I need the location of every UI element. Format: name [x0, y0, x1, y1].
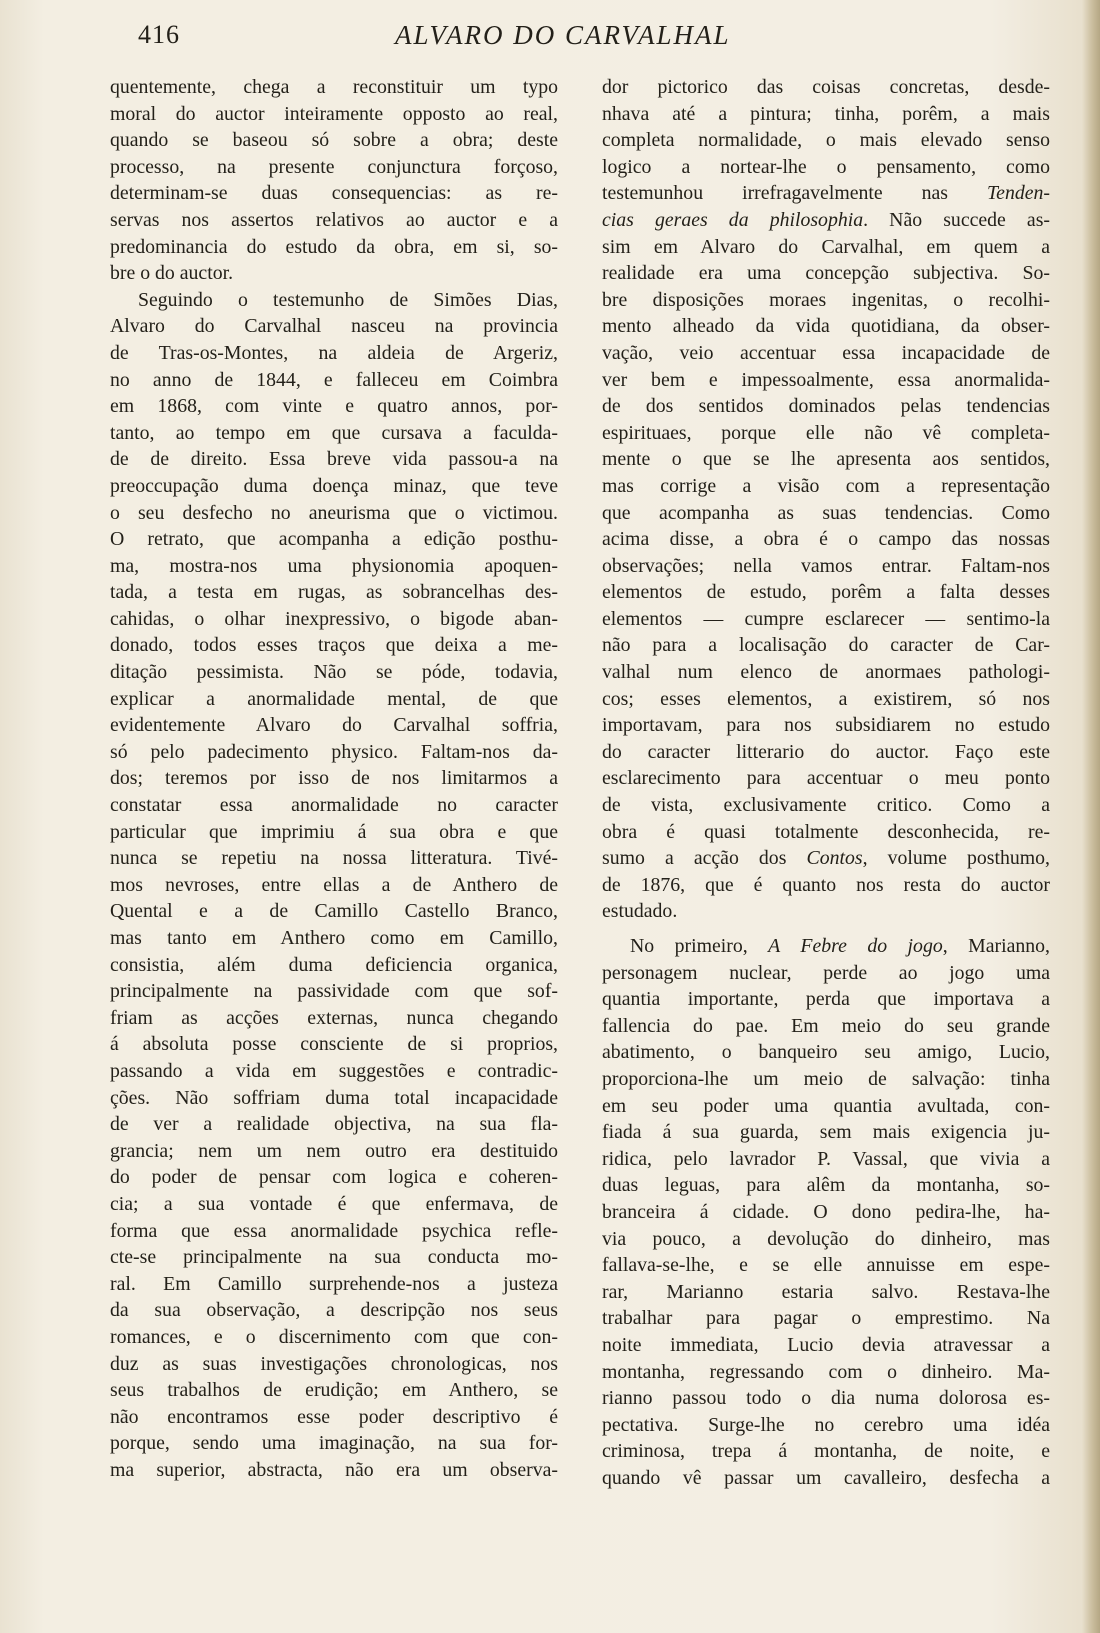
text-line: processo, na presente conjunctura forçoso, [110, 155, 558, 178]
text-line: ditação pessimista. Não se póde, todavia, [110, 661, 558, 684]
text-line: trabalhar para pagar o emprestimo. Na [602, 1307, 1050, 1330]
text-line: No primeiro, A Febre do jogo, Marianno, [630, 935, 1050, 957]
text-line: principalmente na passividade com que sof- [110, 980, 558, 1003]
text-line: O retrato, que acompanha a edição posthu- [110, 528, 558, 551]
text-line: moral do auctor inteiramente opposto ao real, [110, 102, 558, 125]
text-line: esclarecimento para accentuar o meu ponto [602, 767, 1050, 790]
text-line: de Tras-os-Montes, na aldeia de Argeriz, [110, 341, 558, 364]
text-line: mento alheado da vida quotidiana, da obser- [602, 315, 1050, 338]
text-line: de ver a realidade objectiva, na sua fla- [110, 1113, 558, 1136]
text-line: quantia importante, perda que importava a [602, 988, 1050, 1011]
text-line: nunca se repetiu na nossa litteratura. Tivé- [110, 847, 558, 870]
text-line: particular que imprimiu á sua obra e que [110, 820, 558, 843]
text-line: de vista, exclusivamente critico. Como a [602, 794, 1050, 817]
page-header [110, 18, 1010, 52]
text-line: no anno de 1844, e falleceu em Coimbra [110, 368, 558, 391]
text-line: fallava-se-lhe, e se elle annuisse em espe- [602, 1254, 1050, 1277]
text-line: da sua observação, a descripção nos seus [110, 1299, 558, 1322]
text-line: rianno passou todo o dia numa dolorosa es- [602, 1387, 1050, 1410]
text-line: duz as suas investigações chronologicas, nos [110, 1352, 558, 1375]
text-line: em seu poder uma quantia avultada, con- [602, 1094, 1050, 1117]
right-text-column [602, 74, 1050, 1491]
text-line: dos; teremos por isso de nos limitarmos a [110, 767, 558, 790]
text-line: Seguindo o testemunho de Simões Dias, [138, 288, 558, 311]
text-line: observações; nella vamos entrar. Faltam-nos [602, 554, 1050, 577]
text-line: mos nevroses, entre ellas a de Anthero de [110, 873, 558, 896]
text-line: de 1876, que é quanto nos resta do auctor [602, 873, 1050, 896]
text-line: bre disposições moraes ingenitas, o recolhi- [602, 288, 1050, 311]
text-line: quando vê passar um cavalleiro, desfecha a [602, 1466, 1050, 1489]
text-line: cos; esses elementos, a existirem, só nos [602, 687, 1050, 710]
text-line: de dos sentidos dominados pelas tendencias [602, 395, 1050, 418]
text-line: preoccupação duma doença minaz, que teve [110, 474, 558, 497]
running-title: ALVARO DO CARVALHAL [395, 20, 731, 50]
text-line: consistia, além duma deficiencia organica, [110, 953, 558, 976]
text-line: obra é quasi totalmente desconhecida, re- [602, 820, 1050, 843]
page-edge-shadow [1082, 0, 1100, 1633]
text-line: do poder de pensar com logica e coheren- [110, 1166, 558, 1189]
text-line: quando se baseou só sobre a obra; deste [110, 129, 558, 152]
text-line: predominancia do estudo da obra, em si, so- [110, 235, 558, 258]
text-line: completa normalidade, o mais elevado senso [602, 129, 1050, 152]
text-line: logico a nortear-lhe o pensamento, como [602, 155, 1050, 178]
text-line: porque, sendo uma imaginação, na sua for- [110, 1432, 558, 1455]
text-line: valhal num elenco de anormaes pathologi- [602, 661, 1050, 684]
text-line: dor pictorico das coisas concretas, desde- [602, 76, 1050, 98]
text-line: passando a vida em suggestões e contradic- [110, 1059, 558, 1082]
text-line: cte-se principalmente na sua conducta mo- [110, 1246, 558, 1269]
text-line: personagem nuclear, perde ao jogo uma [602, 961, 1050, 984]
text-line: via pouco, a devolução do dinheiro, mas [602, 1227, 1050, 1250]
text-line: fallencia do pae. Em meio do seu grande [602, 1014, 1050, 1037]
text-line: pectativa. Surge-lhe no cerebro uma idéa [602, 1413, 1050, 1436]
text-line: não encontramos esse poder descriptivo é [110, 1405, 558, 1428]
text-line: cia; a sua vontade é que enfermava, de [110, 1192, 558, 1215]
text-line: determinam-se duas consequencias: as re- [110, 182, 558, 205]
text-line: testemunhou irrefragavelmente nas Tenden- [602, 182, 1050, 205]
text-line: do caracter litterario do auctor. Faço este [602, 740, 1050, 763]
text-line: tada, a testa em rugas, as sobrancelhas des- [110, 581, 558, 604]
text-line: Quental e a de Camillo Castello Branco, [110, 900, 558, 923]
text-line: donado, todos esses traços que deixa a me- [110, 634, 558, 657]
text-line: realidade era uma concepção subjectiva. So- [602, 262, 1050, 285]
text-line: não para a localisação do caracter de Car- [602, 634, 1050, 657]
text-line: ver bem e impessoalmente, essa anormalida- [602, 368, 1050, 391]
text-line: seus trabalhos de erudição; em Anthero, se [110, 1379, 558, 1402]
text-line: evidentemente Alvaro do Carvalhal soffria, [110, 714, 558, 737]
text-line: romances, e o discernimento com que con- [110, 1325, 558, 1348]
text-line: branceira á cidade. O dono pedira-lhe, ha- [602, 1200, 1050, 1223]
text-line: quentemente, chega a reconstituir um typo [110, 76, 558, 98]
text-line: abatimento, o banqueiro seu amigo, Lucio, [602, 1041, 1050, 1064]
text-line: ma, mostra-nos uma physionomia apoquen- [110, 554, 558, 577]
text-line: montanha, regressando com o dinheiro. Ma- [602, 1360, 1050, 1383]
text-line: importavam, para nos subsidiarem no estudo [602, 714, 1050, 737]
text-line: grancia; nem um nem outro era destituido [110, 1139, 558, 1162]
text-line: estudado. [602, 900, 678, 923]
text-line: tanto, ao tempo em que cursava a faculda- [110, 421, 558, 444]
text-line: bre o do auctor. [110, 262, 234, 285]
text-line: vação, veio accentuar essa incapacidade de [602, 341, 1050, 364]
text-line: á absoluta posse consciente de si proprios, [110, 1033, 558, 1056]
text-line: fiada á sua guarda, sem mais exigencia ju- [602, 1121, 1050, 1144]
text-line: ma superior, abstracta, não era um observa- [110, 1458, 558, 1481]
text-line: Alvaro do Carvalhal nasceu na provincia [110, 315, 558, 338]
text-line: elementos — cumpre esclarecer — sentimo-la [602, 607, 1050, 630]
text-line: forma que essa anormalidade psychica refle- [110, 1219, 558, 1242]
text-line: nhava até a pintura; tinha, porêm, a mais [602, 102, 1050, 125]
text-line: noite immediata, Lucio devia atravessar a [602, 1333, 1050, 1356]
text-line: servas nos assertos relativos ao auctor e a [110, 208, 558, 231]
text-line: de de direito. Essa breve vida passou-a na [110, 448, 558, 471]
text-line: cias geraes da philosophia. Não succede as- [602, 208, 1051, 231]
text-line: sumo a acção dos Contos, volume posthumo, [602, 847, 1050, 870]
text-line: rar, Marianno estaria salvo. Restava-lhe [602, 1280, 1050, 1303]
text-line: acima disse, a obra é o campo das nossas [602, 528, 1050, 551]
text-line: mas corrige a visão com a representação [602, 474, 1050, 497]
text-line: duas leguas, para alêm da montanha, so- [602, 1174, 1050, 1197]
text-line: friam as acções externas, nunca chegando [110, 1006, 558, 1029]
text-line: proporciona-lhe um meio de salvação: tinha [602, 1067, 1050, 1090]
text-line: em 1868, com vinte e quatro annos, por- [110, 395, 558, 418]
text-line: explicar a anormalidade mental, de que [110, 687, 558, 710]
text-line: ridica, pelo lavrador P. Vassal, que vivia a [602, 1147, 1050, 1170]
text-line: cahidas, o olhar inexpressivo, o bigode aban- [110, 607, 558, 630]
text-line: só pelo padecimento physico. Faltam-nos da- [110, 740, 558, 763]
text-line: ral. Em Camillo surprehende-nos a justeza [110, 1272, 558, 1295]
text-line: que acompanha as suas tendencias. Como [602, 501, 1050, 524]
text-line: ções. Não soffriam duma total incapacidade [110, 1086, 558, 1109]
text-line: sim em Alvaro do Carvalhal, em quem a [602, 235, 1050, 258]
text-line: elementos de estudo, porêm a falta desses [602, 581, 1050, 604]
text-line: criminosa, trepa á montanha, de noite, e [602, 1440, 1050, 1463]
text-line: o seu desfecho no aneurisma que o victimou. [110, 501, 558, 524]
page-number: 416 [138, 20, 180, 49]
text-line: mas tanto em Anthero como em Camillo, [110, 927, 558, 949]
text-line: espirituaes, porque elle não vê completa- [602, 421, 1050, 444]
paragraph-gap [602, 925, 1050, 933]
left-text-column [110, 74, 558, 1483]
text-line: constatar essa anormalidade no caracter [110, 794, 558, 817]
text-line: mente o que se lhe apresenta aos sentidos, [602, 448, 1050, 471]
